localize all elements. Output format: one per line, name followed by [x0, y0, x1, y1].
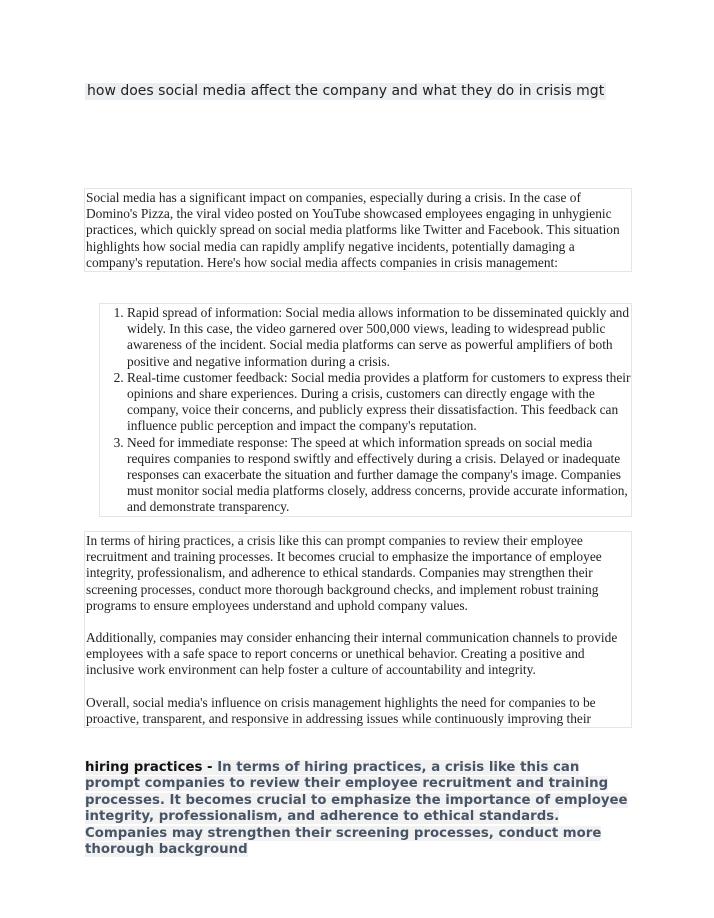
hiring-practices-section — [85, 760, 633, 858]
intro-paragraph: Social media has a significant impact on companies, especially during a crisis. In the case of Domino's Pizza, the viral video posted on YouTube showcased employees engaging in unhygienic practices, which quickly spread on social media platforms like Twitter and Facebook. This situation highlights how social media can rapidly amplify negative incidents, potentially damaging a company's reputation. Here's how social media affects companies in crisis management: — [86, 190, 620, 270]
communication-paragraph: Additionally, companies may consider enhancing their internal communication channels to provide employees with a safe space to report concerns or unethical behavior. Creating a positive and inclusive work environment can help foster a culture of accountability and integrity. — [86, 630, 618, 678]
list-item: 2. Real-time customer feedback: Social media provides a platform for customers to express their opinions and share experiences. During a crisis, customers can directly engage with the company, voice their concerns, and publicly express their dissatisfaction. This feedback can influence public perception and impact the company's reputation. — [127, 370, 631, 435]
document-title: how does social media aﬀect the company and what they do in crisis mgt — [87, 83, 605, 99]
effects-list — [100, 305, 631, 516]
section-lead: hiring practices - — [85, 760, 218, 775]
intro-block — [84, 188, 632, 272]
list-item: 1. Rapid spread of information: Social media allows information to be disseminated quickly and widely. In this case, the video garnered over 500,000 views, leading to widespread public awareness of the incident. Social media platforms can serve as powerful amplifiers of both positive and negative information during a crisis. — [127, 305, 631, 370]
effects-list-block — [99, 303, 632, 517]
section-text: In terms of hiring practices, a crisis like this can prompt companies to review their employee recruitment and training processes. It becomes crucial to emphasize the importance of employee integrity, professionalism, and adherence to ethical standards. Companies may strengthen their screening processes, conduct more thorough background — [85, 760, 628, 858]
hiring-block — [84, 531, 632, 728]
hiring-paragraph: In terms of hiring practices, a crisis like this can prompt companies to review their employee recruitment and training processes. It becomes crucial to emphasize the importance of employee integrity, professionalism, and adherence to ethical standards. Companies may strengthen their screening processes, conduct more thorough background checks, and implement robust training programs to ensure employees understand and uphold company values. — [86, 533, 602, 613]
overall-paragraph: Overall, social media's influence on crisis management highlights the need for companies to be proactive, transparent, and responsive in addressing issues while continuously improving their — [86, 694, 596, 726]
list-item: 3. Need for immediate response: The speed at which information spreads on social media requires companies to respond swiftly and effectively during a crisis. Delayed or inadequate responses can exacerbate the situation and further damage the company's image. Companies must monitor social media platforms closely, address concerns, provide accurate information, and demonstrate transparency. — [127, 435, 631, 516]
